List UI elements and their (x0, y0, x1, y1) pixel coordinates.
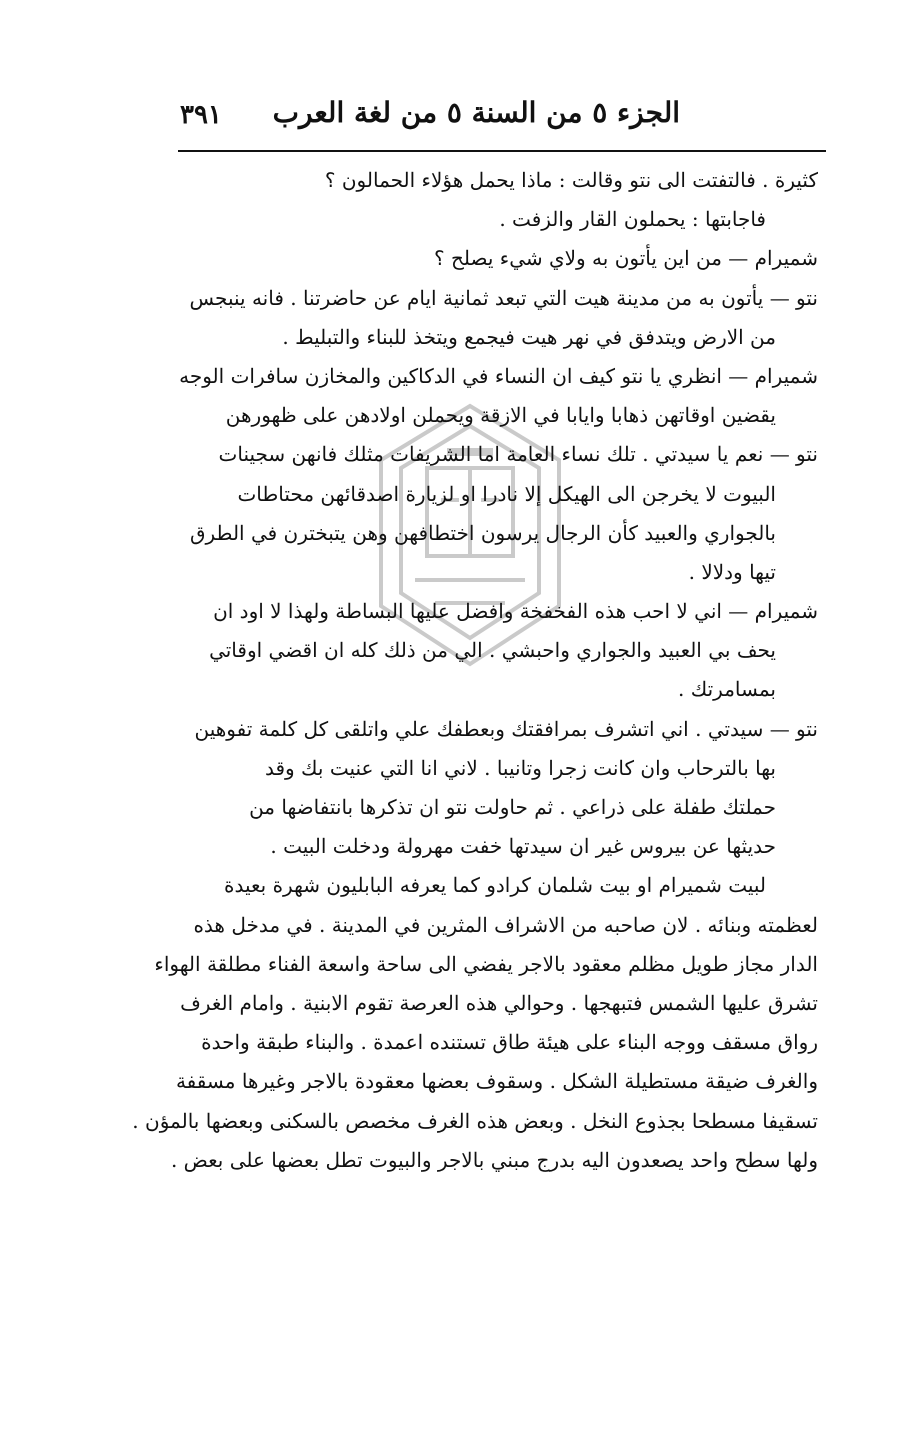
text-line: حملتك طفلة على ذراعي . ثم حاولت نتو ان تذكرها بانتفاضها من (249, 795, 776, 819)
text-line: رواق مسقف ووجه البناء على هيئة طاق تستنده اعمدة . والبناء طبقة واحدة (201, 1030, 818, 1055)
text-line: بها بالترحاب وان كانت زجرا وتانيبا . لاني انا التي عنيت بك وقد (264, 755, 776, 780)
text-line: شميرام — اني لا احب هذه الفخفخة وافضل عليها البساطة ولهذا لا اود ان (213, 599, 818, 624)
text-line: الدار مجاز طويل مظلم معقود بالاجر يفضي الى ساحة واسعة الفناء مطلقة الهواء (154, 951, 818, 976)
text-line: كثيرة . فالتفتت الى نتو وقالت : ماذا يحمل هؤلاء الحمالون ؟ (324, 168, 818, 192)
page-header (180, 92, 680, 138)
text-line: من الارض ويتدفق في نهر هيت فيجمع ويتخذ للبناء والتبليط . (282, 324, 776, 349)
text-line: تشرق عليها الشمس فتبهجها . وحوالي هذه العرصة تقوم الابنية . وامام الغرف (180, 990, 818, 1015)
page-number: ٣٩١ (180, 100, 222, 130)
text-line: يقضين اوقاتهن ذهابا وايابا في الازقة ويحملن اولادهن على ظهورهن (225, 403, 776, 428)
running-title: الجزء ٥ من السنة ٥ من لغة العرب (272, 96, 680, 129)
text-line: البيوت لا يخرجن الى الهيكل إلا نادرا او لزيارة اصدقائهن محتاطات (237, 481, 776, 506)
text-line: نتو — نعم يا سيدتي . تلك نساء العامة اما الشريفات مثلك فانهن سجينات (218, 442, 818, 467)
text-line: نتو — سيدتي . اني اتشرف بمرافقتك وبعطفك علي واتلقى كل كلمة تفوهين (194, 716, 818, 741)
header-rule (178, 150, 826, 152)
text-line: بمسامرتك . (678, 677, 776, 702)
article-body (128, 161, 818, 1180)
text-line: تسقيفا مسطحا بجذوع النخل . وبعض هذه الغرف مخصص بالسكنى وبعضها بالمؤن . (132, 1108, 818, 1133)
text-line: فاجابتها : يحملون القار والزفت . (499, 207, 766, 232)
text-line: والغرف ضيقة مستطيلة الشكل . وسقوف بعضها معقودة بالاجر وغيرها مسقفة (175, 1069, 818, 1094)
text-line: يحف بي العبيد والجواري واحبشي . الي من ذلك كله ان اقضي اوقاتي (209, 638, 776, 663)
text-line: شميرام — انظري يا نتو كيف ان النساء في الدكاكين والمخازن سافرات الوجه (179, 363, 818, 388)
text-line: لبيت شميرام او بيت شلمان كرادو كما يعرفه البابليون شهرة بعيدة (223, 873, 766, 898)
text-line: ولها سطح واحد يصعدون اليه بدرج مبني بالاجر والبيوت تطل بعضها على بعض . (170, 1147, 818, 1172)
text-line: حديثها عن بيروس غير ان سيدتها خفت مهرولة ودخلت البيت . (270, 834, 776, 859)
text-line: شميرام — من اين يأتون به ولاي شيء يصلح ؟ (434, 246, 818, 271)
text-line: تيها ودلالا . (688, 559, 776, 584)
text-line: بالجواري والعبيد كأن الرجال يرسون اختطافهن وهن يتبخترن في الطرق (190, 520, 776, 545)
text-line: نتو — يأتون به من مدينة هيت التي تبعد ثمانية ايام عن حاضرتنا . فانه ينبجس (189, 285, 818, 310)
text-line: لعظمته وبنائه . لان صاحبه من الاشراف المثرين في المدينة . في مدخل هذه (193, 912, 818, 937)
